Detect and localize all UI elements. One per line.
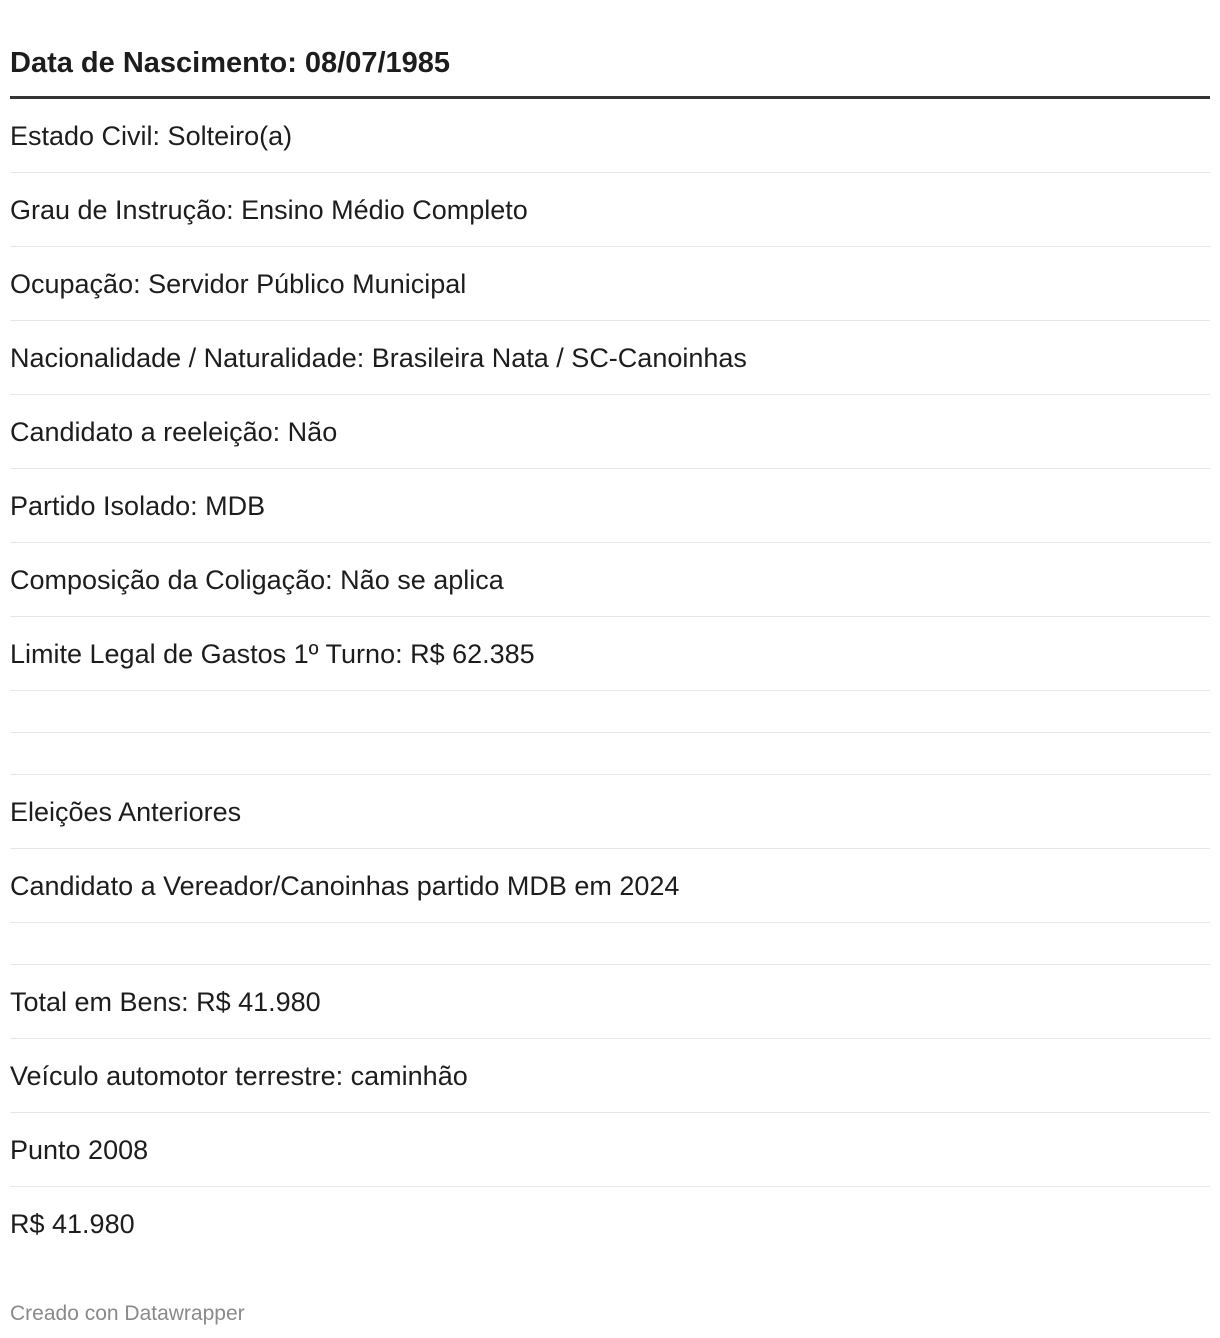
- table-row: [10, 617, 1210, 691]
- table-row-empty: [10, 923, 1210, 965]
- table-row: [10, 543, 1210, 617]
- row-text: R$ 41.980: [10, 1209, 135, 1239]
- table-row: [10, 173, 1210, 247]
- table-row: [10, 395, 1210, 469]
- table-row: [10, 99, 1210, 173]
- table-row: [10, 1039, 1210, 1113]
- row-text: Total em Bens: R$ 41.980: [10, 987, 321, 1017]
- row-text: Candidato a reeleição: Não: [10, 417, 338, 447]
- table-row: [10, 469, 1210, 543]
- table-row-empty: [10, 733, 1210, 775]
- table-row: [10, 849, 1210, 923]
- row-text: Punto 2008: [10, 1135, 149, 1165]
- datawrapper-credit: Creado con Datawrapper: [10, 1302, 245, 1325]
- table-header: [10, 0, 1210, 99]
- row-text: Ocupação: Servidor Público Municipal: [10, 269, 467, 299]
- table-row: [10, 321, 1210, 395]
- table-row: [10, 775, 1210, 849]
- row-text: Candidato a Vereador/Canoinhas partido MDB em 2024: [10, 871, 680, 901]
- row-text: Eleições Anteriores: [10, 797, 242, 827]
- info-table: [10, 0, 1210, 1261]
- row-text: Partido Isolado: MDB: [10, 491, 266, 521]
- table-row: [10, 247, 1210, 321]
- table-row-empty: [10, 691, 1210, 733]
- row-text: Limite Legal de Gastos 1º Turno: R$ 62.385: [10, 639, 535, 669]
- row-text: Composição da Coligação: Não se aplica: [10, 565, 504, 595]
- row-text: Estado Civil: Solteiro(a): [10, 121, 293, 151]
- table-row: [10, 1187, 1210, 1261]
- row-text: Nacionalidade / Naturalidade: Brasileira Nata / SC-Canoinhas: [10, 343, 747, 373]
- row-text: Grau de Instrução: Ensino Médio Completo: [10, 195, 528, 225]
- table-row: [10, 1113, 1210, 1187]
- header-title: Data de Nascimento: 08/07/1985: [10, 47, 451, 79]
- table-row: [10, 965, 1210, 1039]
- row-text: Veículo automotor terrestre: caminhão: [10, 1061, 468, 1091]
